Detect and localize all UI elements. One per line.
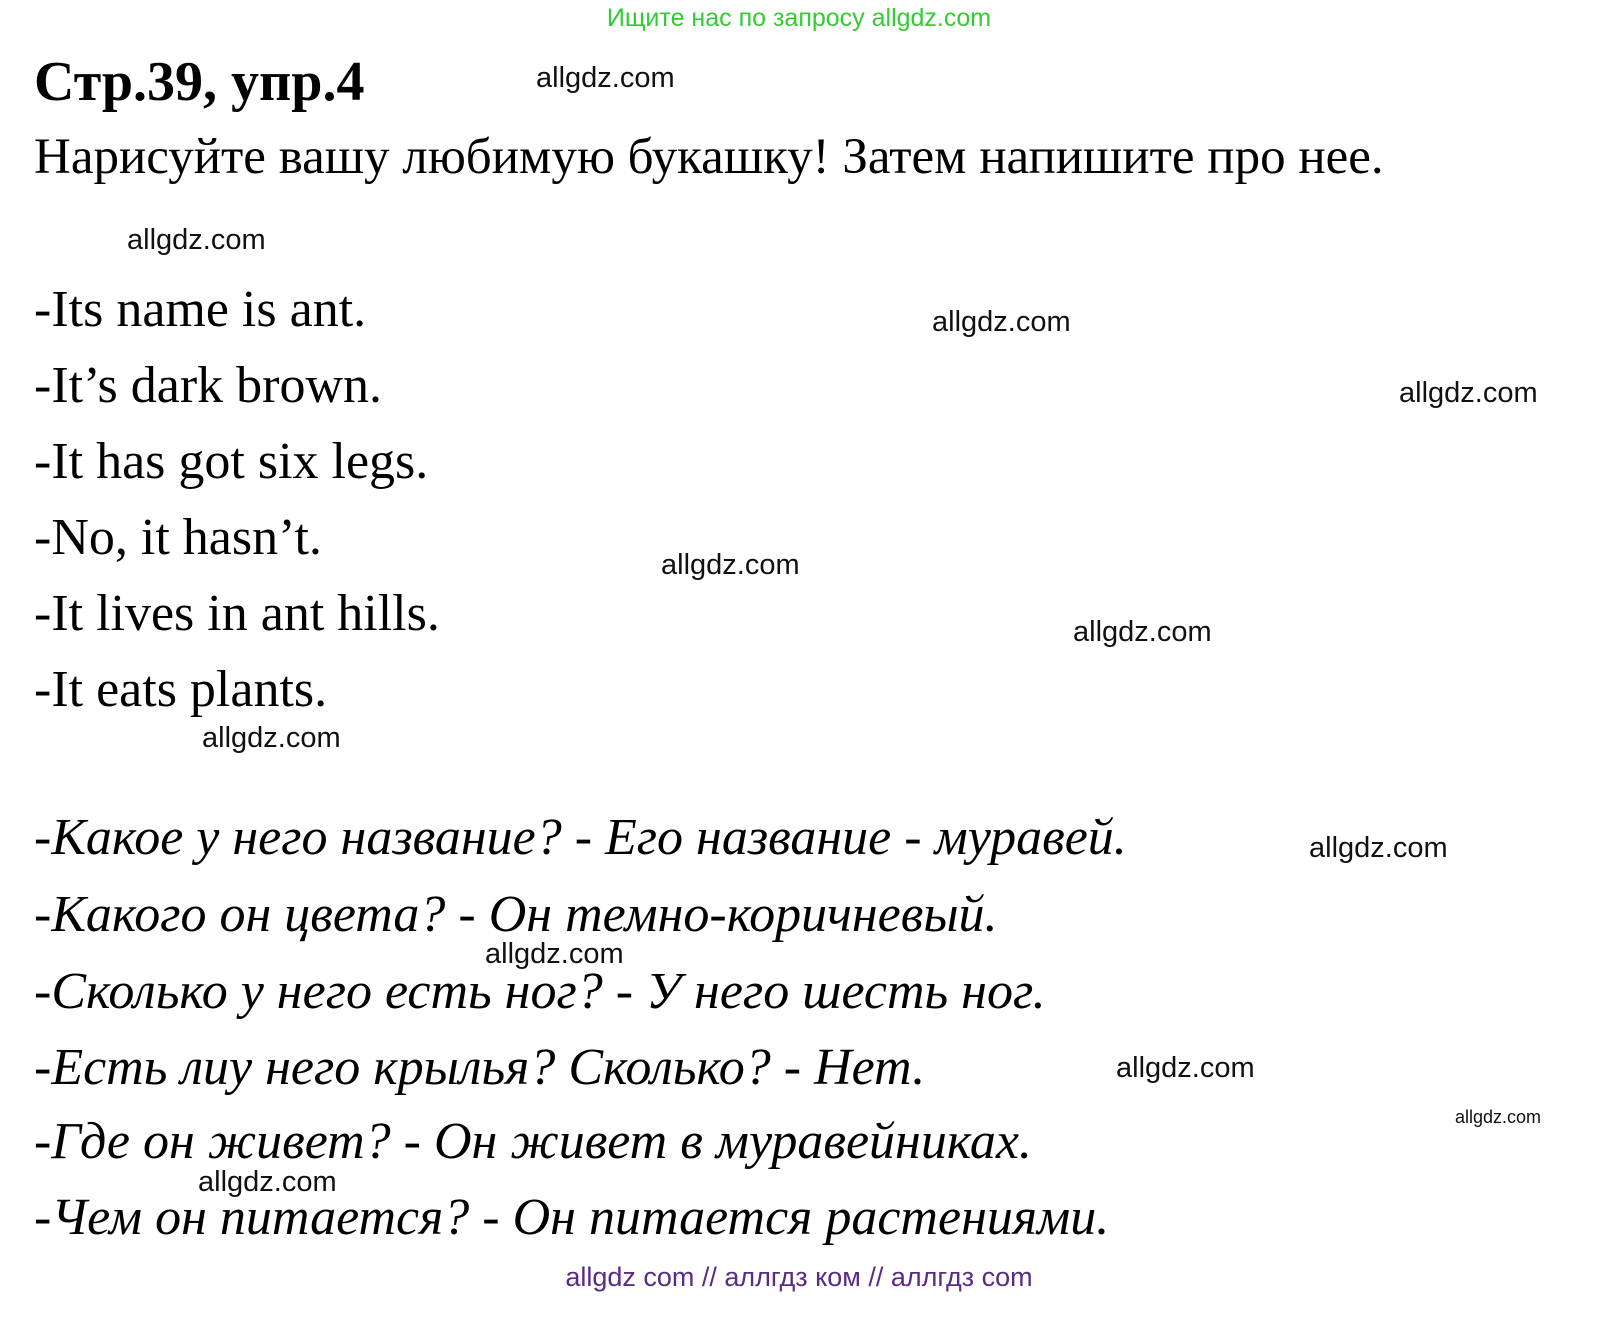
watermark: allgdz.com — [1073, 616, 1212, 648]
watermark: allgdz.com — [202, 722, 341, 754]
answer-line: -It eats plants. — [34, 661, 328, 718]
translation-line: -Сколько у него есть ног? - У него шесть ног. — [34, 963, 1046, 1020]
answer-line: -Its name is ant. — [34, 281, 367, 338]
footer-links[interactable]: allgdz com // аллгдз ком // аллгдз com — [565, 1262, 1033, 1292]
answer-line: -No, it hasn’t. — [34, 509, 322, 566]
exercise-instruction: Нарисуйте вашу любимую букашку! Затем напишите про нее. — [34, 129, 1384, 185]
translation-line: -Какое у него название? - Его название - муравей. — [34, 809, 1127, 866]
translation-line: -Какого он цвета? - Он темно-коричневый. — [34, 886, 998, 943]
answer-line: -It lives in ant hills. — [34, 585, 440, 642]
watermark: allgdz.com — [127, 224, 266, 256]
watermark: allgdz.com — [198, 1166, 337, 1198]
top-banner-link[interactable]: Ищите нас по запросу allgdz.com — [606, 4, 992, 32]
watermark: allgdz.com — [485, 938, 624, 970]
watermark: allgdz.com — [1455, 1107, 1542, 1127]
watermark: allgdz.com — [536, 62, 675, 94]
translation-line: -Где он живет? - Он живет в муравейниках. — [34, 1113, 1032, 1170]
watermark: allgdz.com — [1116, 1052, 1255, 1084]
page-title: Стр.39, упр.4 — [34, 51, 365, 113]
watermark: allgdz.com — [1399, 377, 1538, 409]
answer-line: -It has got six legs. — [34, 433, 429, 490]
watermark: allgdz.com — [1309, 832, 1448, 864]
translation-line: -Есть лиу него крылья? Сколько? - Нет. — [34, 1039, 926, 1096]
watermark: allgdz.com — [932, 306, 1071, 338]
translation-line: -Чем он питается? - Он питается растениями. — [34, 1189, 1110, 1246]
answer-line: -It’s dark brown. — [34, 357, 383, 414]
watermark: allgdz.com — [661, 549, 800, 581]
